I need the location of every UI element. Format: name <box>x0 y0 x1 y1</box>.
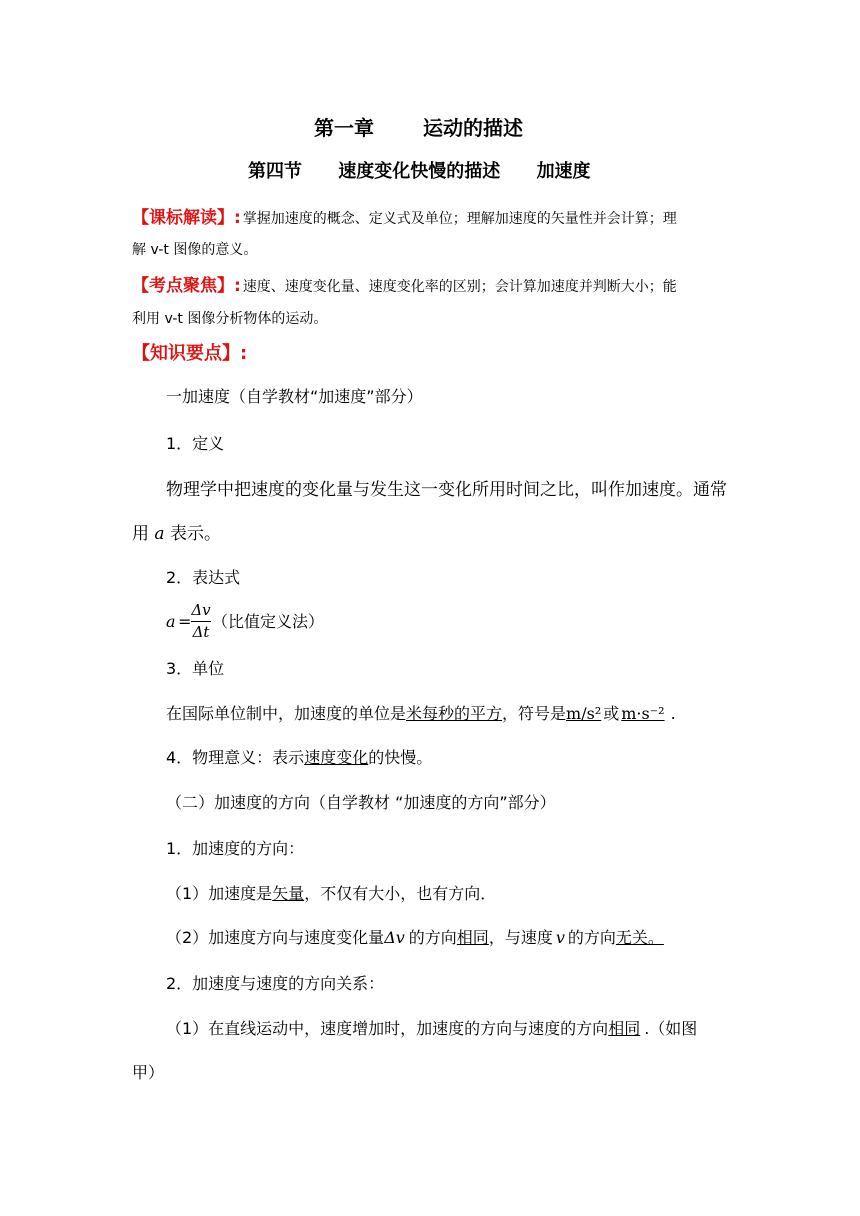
section-topic: 加速度 <box>536 161 591 182</box>
symbol-delta-v: Δv <box>384 928 405 947</box>
kebiao-line1 <box>132 208 677 229</box>
definition-text2 <box>132 524 221 544</box>
chapter-name: 运动的描述 <box>422 116 523 140</box>
section-name: 速度变化快慢的描述 <box>338 161 501 182</box>
section2-heading: （二）加速度的方向（自学教材 “加速度的方向”部分） <box>166 793 556 812</box>
unit-heading: 3．单位 <box>166 659 225 678</box>
direction-item2-key1: 相同 <box>456 928 489 947</box>
kaodian-label: 【考点聚焦】: <box>132 276 241 296</box>
unit-text-part1: 在国际单位制中，加速度的单位是 <box>166 704 407 723</box>
formula-numerator: Δv <box>191 601 211 619</box>
formula-note: （比值定义法） <box>212 612 325 631</box>
chapter-title <box>314 118 523 138</box>
section-title <box>248 162 591 182</box>
meaning-key: 速度变化 <box>304 748 369 767</box>
symbol-a: a <box>154 524 165 544</box>
definition-heading: 1．定义 <box>166 434 225 453</box>
relation-item1 <box>166 1019 697 1039</box>
direction-item1 <box>166 884 496 904</box>
formula-bar <box>191 621 211 622</box>
meaning-text <box>166 748 432 768</box>
meaning-part1: 4．物理意义：表示 <box>166 748 305 767</box>
direction-item1-key: 矢量 <box>272 884 305 903</box>
direction-item2-part1: （2）加速度方向与速度变化量 <box>166 928 385 947</box>
formula-lhs: a <box>166 612 176 631</box>
zhishi-label: 【知识要点】: <box>132 343 248 364</box>
chapter-number: 第一章 <box>314 116 374 140</box>
direction-item2 <box>166 928 664 948</box>
unit-symbol2: m·s⁻² <box>621 704 665 723</box>
kaodian-line2: 利用 v-t 图像分析物体的运动。 <box>132 311 328 327</box>
unit-name: 米每秒的平方 <box>406 704 503 723</box>
kebiao-text1: 掌握加速度的概念、定义式及单位；理解加速度的矢量性并会计算；理 <box>242 211 677 227</box>
kebiao-label: 【课标解读】: <box>132 208 241 228</box>
definition-post: 表示。 <box>169 524 221 544</box>
expression-heading: 2．表达式 <box>166 568 241 587</box>
relation-item1-part1: （1）在直线运动中，速度增加时，加速度的方向与速度的方向 <box>166 1019 609 1038</box>
direction-item2-part2: 的方向 <box>408 928 457 947</box>
kaodian-line1 <box>132 276 677 297</box>
kaodian-text1: 速度、速度变化量、速度变化率的区别；会计算加速度并判断大小；能 <box>242 279 677 295</box>
direction-item2-part4: 的方向 <box>567 928 616 947</box>
meaning-part2: 的快慢。 <box>368 748 433 767</box>
relation-heading: 2．加速度与速度的方向关系： <box>166 974 385 993</box>
unit-text-part2: ，符号是 <box>502 704 567 723</box>
direction-item2-part3: ，与速度 <box>488 928 553 947</box>
unit-symbol1: m/s² <box>566 704 602 723</box>
unit-text-part4: . <box>670 704 676 723</box>
section1-heading: 一加速度（自学教材“加速度”部分） <box>166 387 423 406</box>
kebiao-line2: 解 v-t 图像的意义。 <box>132 242 258 258</box>
direction-heading: 1．加速度的方向： <box>166 839 305 858</box>
relation-item1-part2: .（如图 <box>644 1019 698 1038</box>
definition-pre: 用 <box>132 524 149 544</box>
section-number: 第四节 <box>248 161 302 182</box>
formula-denominator: Δt <box>192 623 210 641</box>
direction-item1-part1: （1）加速度是 <box>166 884 273 903</box>
symbol-v: v <box>555 928 565 947</box>
definition-text1: 物理学中把速度的变化量与发生这一变化所用时间之比，叫作加速度。通常 <box>166 480 727 500</box>
unit-text <box>166 704 676 724</box>
relation-item1-line2: 甲） <box>132 1063 165 1082</box>
unit-text-part3: 或 <box>603 704 620 723</box>
direction-item1-part2: ，不仅有大小，也有方向． <box>304 884 497 903</box>
direction-item2-key2: 无关。 <box>615 928 664 947</box>
relation-item1-key: 相同 <box>608 1019 641 1038</box>
formula-equals: = <box>178 612 192 631</box>
